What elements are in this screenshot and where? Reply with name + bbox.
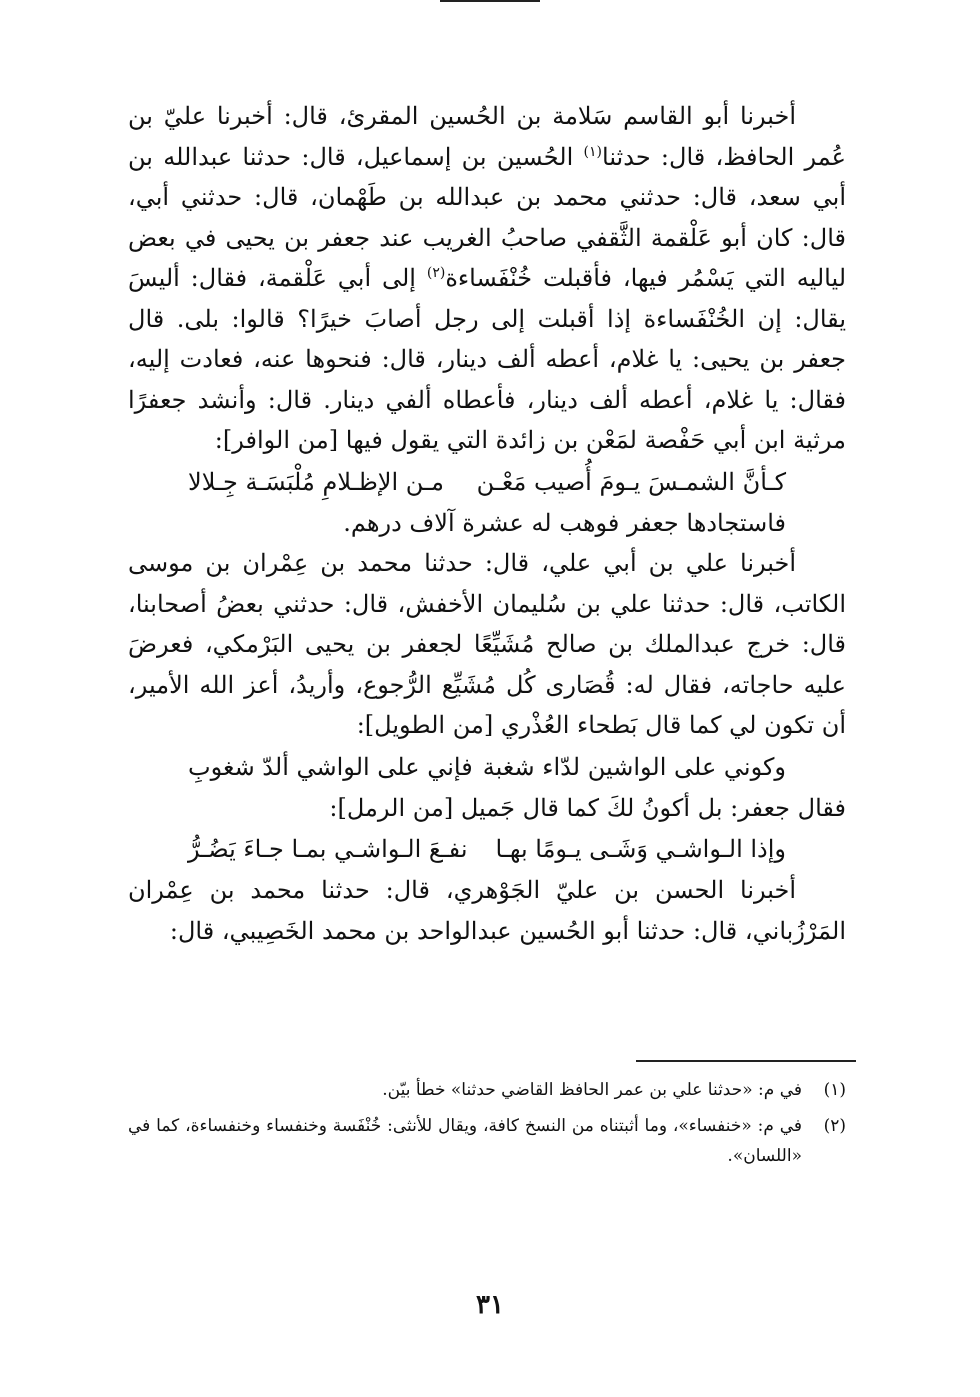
- page-number: ٣١: [476, 1290, 504, 1320]
- footnote-ref-1: (١): [583, 143, 602, 160]
- paragraph-1-part-2: الحُسين بن إسماعيل، قال: حدثنا عبدالله بن أبي سعد، قال: حدثني محمد بن عبدالله بن طَهْمان، قال: حدثني أبي، قال: كان أبو عَلْقمة الثَّقفي صاحبُ الغريب عند جعفر بن يحيى في بعض لياليه التي يَسْمُر فيها، فأقبلت خُنْفَساءة: [128, 142, 847, 292]
- paragraph-1: [128, 96, 846, 461]
- footnote-2: [128, 1111, 846, 1171]
- header-rule: [440, 0, 540, 2]
- verse-1: [128, 461, 846, 503]
- footnote-ref-2: (٢): [426, 265, 446, 281]
- verse-3-first-hemistich: وإذا الـواشـي وَشَـى يـومًا بهـا: [495, 835, 786, 863]
- verse-3-second-hemistich: نفـعَ الـواشـي بمـا جـاءَ يَضُـرُّ: [188, 835, 468, 863]
- footnote-1: [128, 1075, 846, 1105]
- verse-1-second-hemistich: مـن الإظـلامِ مُلْبَسَـة جِـلالا: [188, 467, 444, 496]
- verse-2-first-hemistich: وكوني على الواشين لدّاء شغبة: [482, 752, 786, 781]
- paragraph-1-part-3: إلى أبي عَلْقمة، فقال: أليسَ يقال: إن الخُنْفَساءة إذا أقبلت إلى رجل أصابَ خيرًا؟ قالوا: بلى. قال جعفر بن يحيى: يا غلام، أعطه ألف دينار، قال: فنحوها عنه، فعادت إليه، فقال: يا غلام، أعطه ألف دينار، فأعطاه ألفي دينار. قال: وأنشد جعفرًا مرثية ابن أبي حَفْصة لمَعْن بن زائدة التي يقول فيها [من الوافر]:: [128, 264, 846, 454]
- after-verse-2: فقال جعفر: بل أكونُ لكَ كما قال جَميل [من الرمل]:: [329, 793, 846, 822]
- footnote-2-text: في م: «خنفساء»، وما أثبتناه من النسخ كافة، ويقال للأنثى: خُنْفَسة وخنفساء وخنفساءة، كما في «اللسان».: [128, 1116, 802, 1166]
- footnote-1-number: (١): [823, 1080, 846, 1100]
- footnote-rule: [636, 1060, 856, 1062]
- verse-2: [128, 746, 846, 788]
- verse-3: [128, 828, 846, 870]
- paragraph-2: أخبرنا علي بن أبي علي، قال: حدثنا محمد بن عِمْران بن موسى الكاتب، قال: حدثنا علي بن سُليمان الأخفش، قال: حدثني بعضُ أصحابنا، قال: خرج عبدالملك بن صالح مُشَيِّعًا لجعفر بن يحيى البَرْمكي، فعرضَ عليه حاجاته، فقال له: قُصَارى كُل مُشَيِّع الرُّجوع، وأريدُ، أعز الله الأمير، أن تكون لي كما قال بَطحاء العُذْري [من الطويل]:: [128, 549, 846, 739]
- paragraph-3: أخبرنا الحسن بن عليّ الجَوْهري، قال: حدثنا محمد بن عِمْران المَرْزُباني، قال: حدثنا أبو الحُسين عبدالواحد بن محمد الخَصِيبي، قال:: [128, 876, 846, 945]
- verse-1-first-hemistich: كـأنَّ الشمـسَ يـومَ أُصيب مَعْـن: [476, 467, 786, 496]
- after-verse-1: فاستجادها جعفر فوهب له عشرة آلاف درهم.: [343, 508, 786, 537]
- footnotes: [128, 1075, 846, 1177]
- verse-2-second-hemistich: فإني على الواشي ألدّ شغوبِ: [188, 752, 473, 781]
- paragraph-1-part-1: أخبرنا أبو القاسم سَلامة بن الحُسين المقرئ، قال: أخبرنا عليّ بن عُمر الحافظ، قال: حدثنا: [128, 102, 846, 171]
- footnote-1-text: في م: «حدثنا علي بن عمر الحافظ القاضي حدثنا» خطأ بيّن.: [382, 1080, 802, 1100]
- main-text: [128, 96, 846, 951]
- footnote-2-number: (٢): [823, 1116, 846, 1136]
